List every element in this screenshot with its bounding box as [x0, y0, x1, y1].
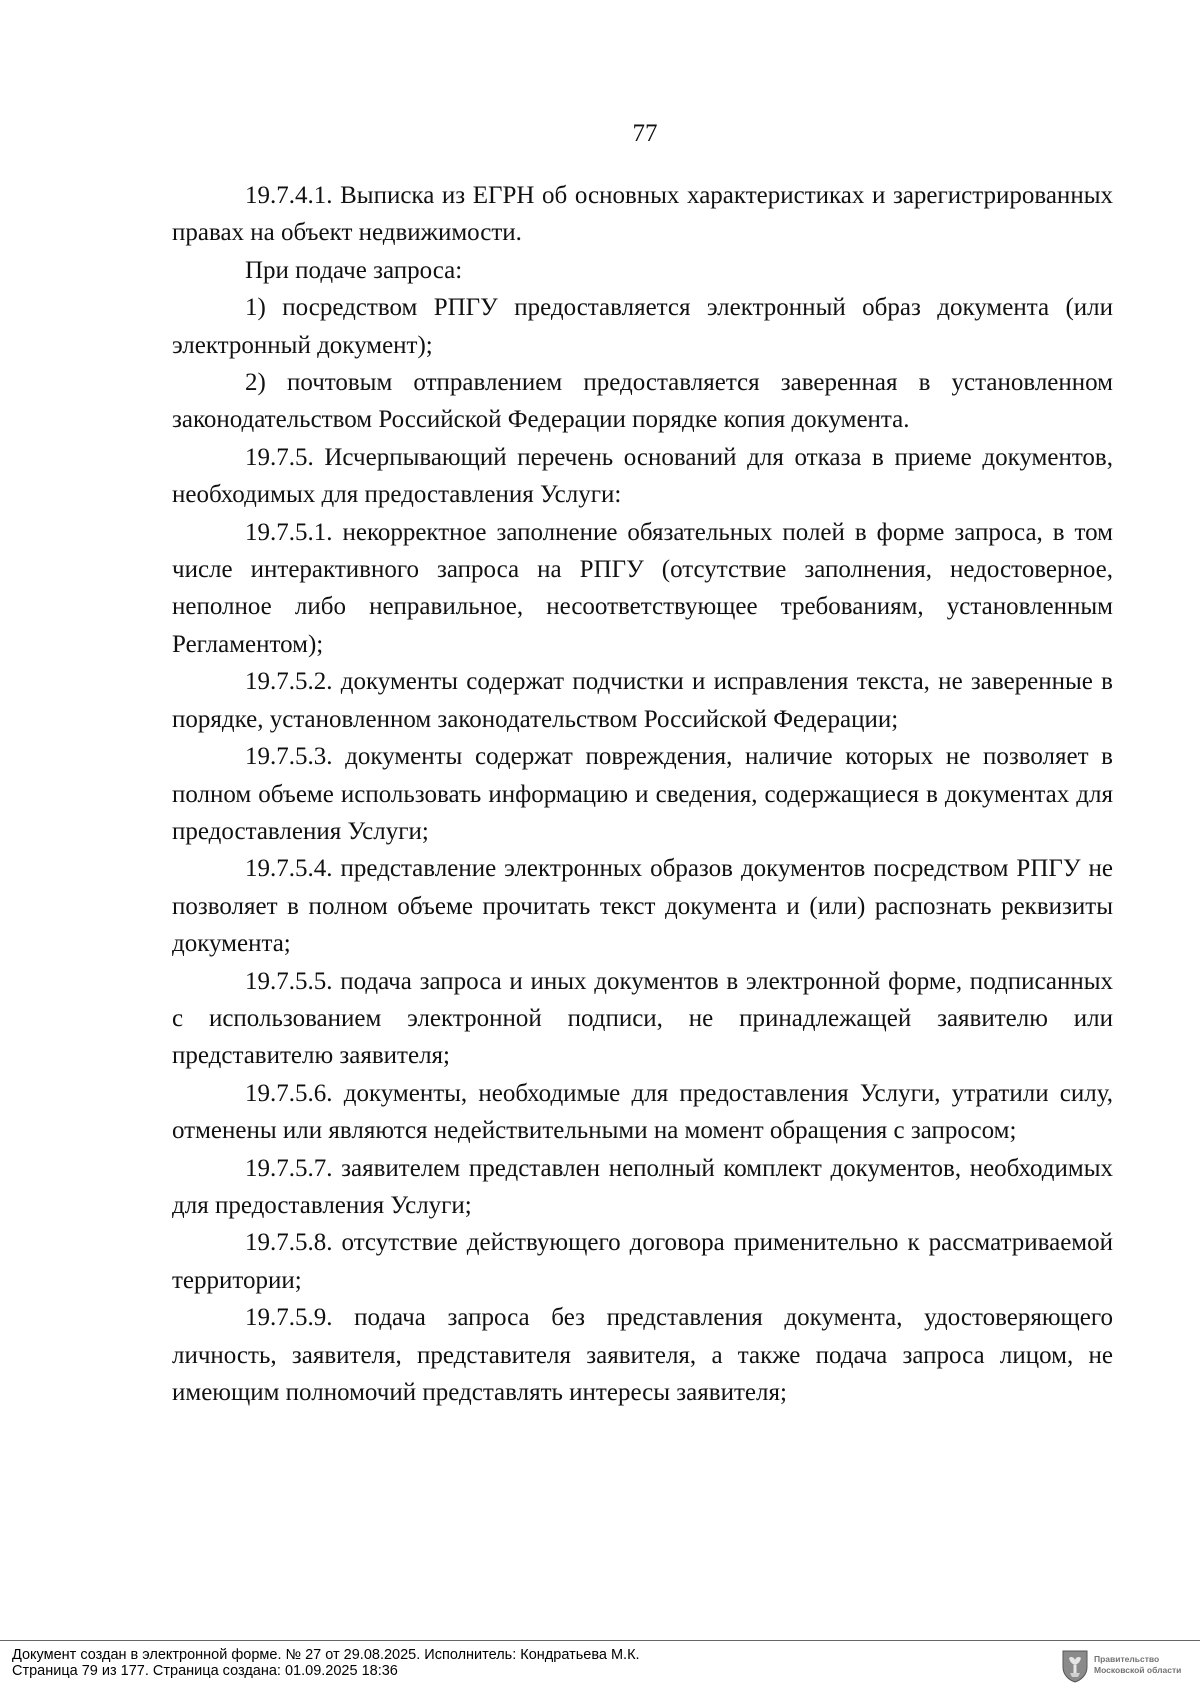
logo-caption-line: Правительство — [1094, 1654, 1160, 1664]
paragraph: При подаче запроса: — [245, 256, 463, 284]
footer-line-page: Страница 79 из 177. Страница создана: 01.09.2025 18:36 — [12, 1663, 398, 1679]
paragraph: 19.7.5.2. документы содержат подчистки и исправления текста, не заверенные в порядке, установленном законодательством Российской Федерации; — [172, 668, 1113, 733]
paragraph: 19.7.5.6. документы, необходимые для предоставления Услуги, утратили силу, отменены или являются недействительными на момент обращения с запросом; — [172, 1079, 1113, 1145]
coat-of-arms-icon — [1061, 1649, 1089, 1683]
paragraph: 1) посредством РПГУ предоставляется электронный образ документа (или электронный документ); — [172, 294, 1113, 359]
paragraph: 19.7.5.3. документы содержат повреждения, наличие которых не позволяет в полном объеме использовать информацию и сведения, содержащиеся в документах для предоставления Услуги; — [172, 743, 1113, 845]
paragraph: 19.7.5.4. представление электронных образов документов посредством РПГУ не позволяет в полном объеме прочитать текст документа и (или) распознать реквизиты документа; — [172, 855, 1113, 958]
document-body — [172, 177, 1113, 1411]
page-number: 77 — [632, 120, 658, 147]
paragraph: 2) почтовым отправлением предоставляется заверенная в установленном законодательством Российской Федерации порядке копия документа. — [172, 369, 1113, 434]
footer-divider — [0, 1640, 1200, 1641]
paragraph: 19.7.4.1. Выписка из ЕГРН об основных характеристиках и зарегистрированных правах на объект недвижимости. — [172, 182, 1113, 247]
paragraph: 19.7.5.9. подача запроса без представления документа, удостоверяющего личность, заявителя, представителя заявителя, а также подача запроса лицом, не имеющим полномочий представлять интересы заявителя; — [172, 1304, 1113, 1406]
footer-line-document: Документ создан в электронной форме. № 27 от 29.08.2025. Исполнитель: Кондратьева М.К. — [12, 1647, 640, 1663]
logo-caption — [1094, 1654, 1181, 1676]
paragraph: 19.7.5.7. заявителем представлен неполный комплект документов, необходимых для предоставления Услуги; — [172, 1154, 1113, 1219]
paragraph: 19.7.5. Исчерпывающий перечень оснований для отказа в приеме документов, необходимых для предоставления Услуги: — [172, 443, 1113, 509]
paragraph: 19.7.5.5. подача запроса и иных документов в электронной форме, подписанных с использованием электронной подписи, не принадлежащей заявителю или представителю заявителя; — [172, 967, 1113, 1070]
government-logo — [1061, 1645, 1197, 1693]
footer-info — [12, 1647, 1012, 1679]
paragraph: 19.7.5.1. некорректное заполнение обязательных полей в форме запроса, в том числе интерактивного запроса на РПГУ (отсутствие заполнения, недостоверное, неполное либо неправильное, несоответствующее требованиям, установленным Регламентом); — [172, 518, 1113, 658]
paragraph: 19.7.5.8. отсутствие действующего договора применительно к рассматриваемой территории; — [172, 1229, 1113, 1294]
logo-caption-line: Московской области — [1094, 1665, 1182, 1675]
